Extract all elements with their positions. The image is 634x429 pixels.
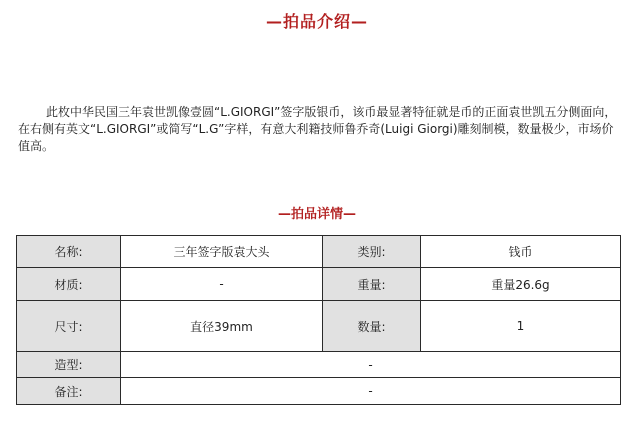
value-shape: - [121, 352, 621, 378]
label-remarks: 备注: [17, 378, 121, 405]
value-remarks: - [121, 378, 621, 405]
label-size: 尺寸: [17, 301, 121, 352]
value-category: 钱币 [421, 236, 621, 268]
section-title-intro: —拍品介绍— [265, 12, 368, 31]
table-row [17, 268, 621, 301]
intro-paragraph: 此枚中华民国三年袁世凯像壹圆“L.GIORGI”签字版银币，该币最显著特征就是币的正面袁世凯五分侧面向，在右侧有英文“L.GIORGI”或简写“L.G”字样，有意大利籍技师鲁乔奇(Luigi Giorgi)雕刻制模，数量极少，市场价值高。 [18, 105, 617, 153]
value-material: - [121, 268, 323, 301]
label-weight: 重量: [323, 268, 421, 301]
label-material: 材质: [17, 268, 121, 301]
value-weight: 重量26.6g [421, 268, 621, 301]
section-title-details: —拍品详情— [277, 207, 356, 222]
table-row [17, 236, 621, 268]
label-quantity: 数量: [323, 301, 421, 352]
value-size: 直径39mm [121, 301, 323, 352]
value-name: 三年签字版袁大头 [121, 236, 323, 268]
label-shape: 造型: [17, 352, 121, 378]
table-row [17, 352, 621, 378]
label-category: 类别: [323, 236, 421, 268]
details-table [16, 235, 621, 405]
label-name: 名称: [17, 236, 121, 268]
table-row [17, 378, 621, 405]
table-row [17, 301, 621, 352]
value-quantity: 1 [421, 301, 621, 352]
